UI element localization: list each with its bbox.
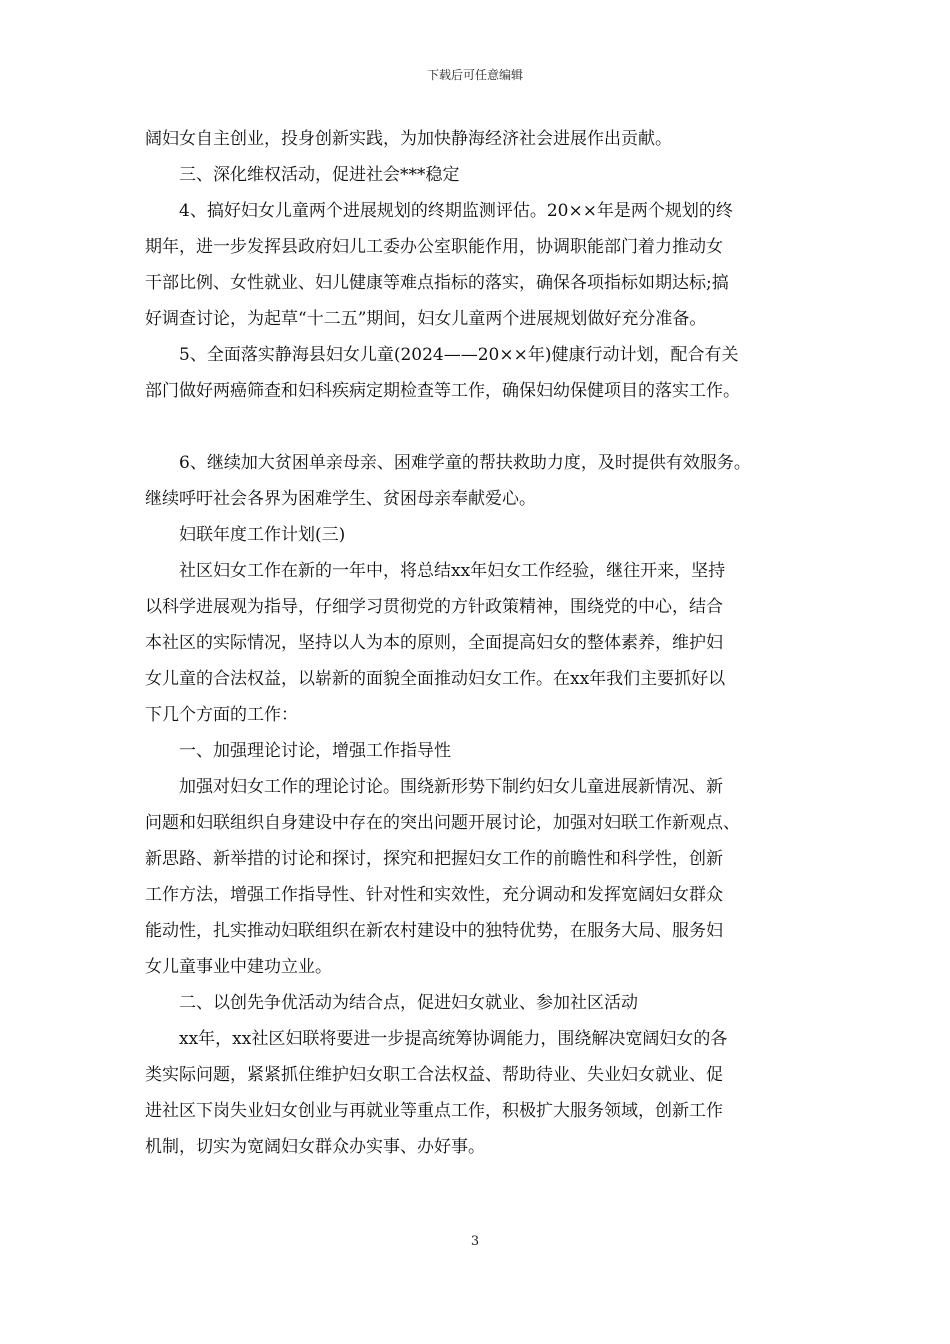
text-line: 能动性，扎实推动妇联组织在新农村建设中的独特优势，在服务大局、服务妇 bbox=[145, 921, 723, 941]
page-header: 下载后可任意编辑 bbox=[426, 68, 523, 82]
page-number: 3 bbox=[470, 1234, 480, 1249]
text-line: 5、全面落实静海县妇女儿童(2024——20××年)健康行动计划，配合有关 bbox=[145, 345, 739, 365]
paragraph-gap bbox=[145, 409, 825, 445]
section-heading: 三、深化维权活动，促进社会***稳定 bbox=[145, 165, 460, 185]
text-line: 4、搞好妇女儿童两个进展规划的终期监测评估。20××年是两个规划的终 bbox=[145, 201, 733, 221]
text-line: 机制，切实为宽阔妇女群众办实事、办好事。 bbox=[145, 1137, 485, 1157]
text-line: 社区妇女工作在新的一年中，将总结xx年妇女工作经验，继往开来，坚持 bbox=[145, 561, 726, 581]
text-line: 阔妇女自主创业，投身创新实践，为加快静海经济社会进展作出贡献。 bbox=[145, 129, 672, 149]
text-line: 继续呼吁社会各界为困难学生、贫困母亲奉献爱心。 bbox=[145, 489, 536, 509]
text-line: 以科学进展观为指导，仔细学习贯彻党的方针政策精神，围绕党的中心，结合 bbox=[145, 597, 723, 617]
text-line: 加强对妇女工作的理论讨论。围绕新形势下制约妇女儿童进展新情况、新 bbox=[145, 777, 723, 797]
text-line: xx年，xx社区妇联将要进一步提高统筹协调能力，围绕解决宽阔妇女的各 bbox=[145, 1029, 728, 1049]
section-heading: 一、加强理论讨论，增强工作指导性 bbox=[145, 741, 451, 761]
section-title: 妇联年度工作计划(三) bbox=[145, 525, 346, 545]
text-line: 进社区下岗失业妇女创业与再就业等重点工作，积极扩大服务领域，创新工作 bbox=[145, 1101, 723, 1121]
text-line: 6、继续加大贫困单亲母亲、困难学童的帮扶救助力度，及时提供有效服务。 bbox=[145, 453, 751, 473]
text-line: 好调查讨论，为起草“十二五”期间，妇女儿童两个进展规划做好充分准备。 bbox=[145, 309, 707, 329]
text-line: 干部比例、女性就业、妇儿健康等难点指标的落实，确保各项指标如期达标;搞 bbox=[145, 273, 729, 293]
text-line: 部门做好两癌筛查和妇科疾病定期检查等工作，确保妇幼保健项目的落实工作。 bbox=[145, 381, 740, 401]
text-line: 问题和妇联组织自身建设中存在的突出问题开展讨论，加强对妇联工作新观点、 bbox=[145, 813, 740, 833]
text-line: 女儿童的合法权益，以崭新的面貌全面推动妇女工作。在xx年我们主要抓好以 bbox=[145, 669, 726, 689]
text-line: 新思路、新举措的讨论和探讨，探究和把握妇女工作的前瞻性和科学性，创新 bbox=[145, 849, 723, 869]
text-line: 期年，进一步发挥县政府妇儿工委办公室职能作用，协调职能部门着力推动女 bbox=[145, 237, 723, 257]
text-line: 本社区的实际情况，坚持以人为本的原则，全面提高妇女的整体素养，维护妇 bbox=[145, 633, 723, 653]
text-line: 类实际问题，紧紧抓住维护妇女职工合法权益、帮助待业、失业妇女就业、促 bbox=[145, 1065, 723, 1085]
section-heading: 二、以创先争优活动为结合点，促进妇女就业、参加社区活动 bbox=[145, 993, 638, 1013]
text-line: 工作方法，增强工作指导性、针对性和实效性，充分调动和发挥宽阔妇女群众 bbox=[145, 885, 723, 905]
text-line: 下几个方面的工作： bbox=[145, 705, 298, 725]
text-line: 女儿童事业中建功立业。 bbox=[145, 957, 332, 977]
document-body bbox=[145, 121, 825, 1165]
